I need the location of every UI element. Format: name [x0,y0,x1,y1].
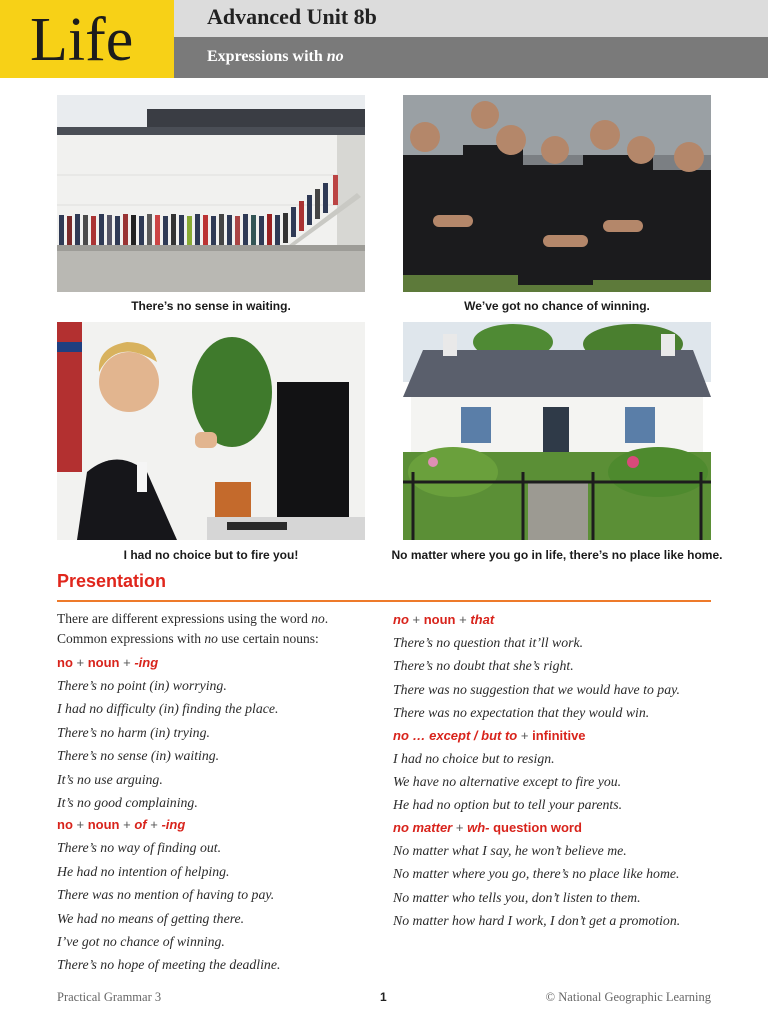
example-sentence: There’s no doubt that she’s right. [393,658,574,674]
example-sentence: There was no mention of having to pay. [57,887,275,903]
example-sentence: No matter where you go, there’s no place like home. [393,866,680,882]
header-subtitle-bar [174,37,768,78]
page-subtitle: Expressions with no [207,48,344,65]
page-number: 1 [380,990,387,1004]
example-sentence: No matter who tells you, don’t listen to them. [393,889,641,905]
header-title-bar [174,0,768,37]
formula-no-matter-wh-word: no matter + wh- question word [393,819,582,835]
example-sentence: It’s no use arguing. [57,771,163,787]
example-sentence: There’s no hope of meeting the deadline. [57,957,281,973]
example-list [57,836,377,976]
photo-caption: We’ve got no chance of winning. [464,299,650,313]
photo-rugby-team [403,95,711,292]
example-sentence: There’s no harm (in) trying. [57,724,210,740]
photo-caption: No matter where you go in life, there’s no place like home. [391,548,723,562]
presentation-right-column [393,609,713,932]
example-sentence: There was no suggestion that we would have to pay. [393,681,680,697]
example-sentence: He had no option but to tell your parents. [393,797,623,813]
example-list [57,674,377,814]
example-list [393,631,713,725]
example-sentence: There’s no point (in) worrying. [57,678,227,693]
example-sentence: I had no choice but to resign. [393,750,555,766]
presentation-left-column [57,609,377,977]
example-sentence: There’s no way of finding out. [57,840,222,856]
section-heading-presentation: Presentation [57,571,167,591]
example-sentence: He had no intention of helping. [57,863,230,879]
example-sentence: No matter what I say, he won’t believe me. [393,842,627,858]
page-title: Advanced Unit 8b [207,4,377,29]
example-sentence: I’ve got no chance of winning. [57,934,225,950]
photo-queue [57,95,365,292]
section-divider [57,600,711,602]
intro-paragraph: There are different expressions using the word no. Common expressions with no use certain nouns: [57,611,329,646]
example-sentence: We have no alternative except to fire you. [393,774,622,790]
logo-text: Life [30,6,134,74]
example-list [393,747,713,817]
photo-businesswoman [57,322,365,540]
example-sentence: There’s no question that it’ll work. [393,635,584,650]
example-sentence: It’s no good complaining. [57,795,198,811]
footer-book-title: Practical Grammar 3 [57,990,162,1004]
example-sentence: There was no expectation that they would win. [393,705,650,721]
formula-no-noun-ing: no + noun + -ing [57,655,159,670]
example-list [393,839,713,933]
photo-caption: There’s no sense in waiting. [131,299,291,313]
photo-cottage [403,322,711,540]
footer-copyright: © National Geographic Learning [545,990,711,1004]
formula-no-noun-of-ing: no + noun + of + -ing [57,817,186,833]
formula-no-noun-that: no + noun + that [393,612,495,627]
life-logo [0,0,174,78]
example-sentence: We had no means of getting there. [57,910,245,926]
photo-caption: I had no choice but to fire you! [123,548,299,562]
example-sentence: I had no difficulty (in) finding the place. [57,701,279,717]
example-sentence: There’s no sense (in) waiting. [57,748,220,764]
formula-no-except-but-to-infinitive: no … except / but to + infinitive [393,727,586,743]
example-sentence: No matter how hard I work, I don’t get a promotion. [393,913,681,929]
